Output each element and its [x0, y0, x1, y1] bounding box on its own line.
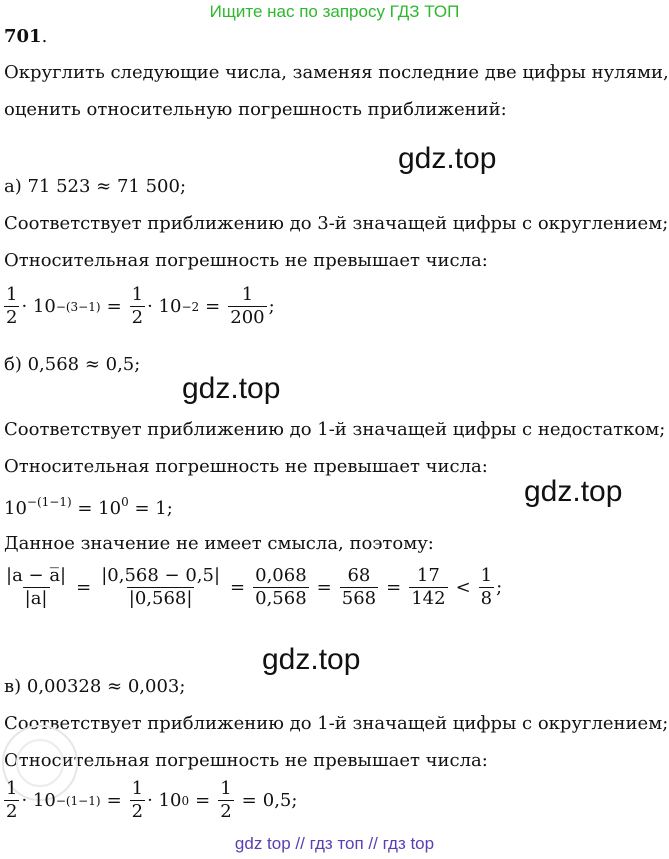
watermark-2: gdz.top: [182, 372, 281, 405]
search-banner: Ищите нас по запросу ГДЗ ТОП: [209, 2, 460, 21]
part-c-line1: Соответствует приближению до 1-й значащей цифры с округлением;: [4, 713, 669, 734]
fraction: $\frac{1}{200}$: [230, 284, 265, 328]
part-b-calc: $10^{-(1-1)} = 10^0 = 1$;: [4, 495, 173, 519]
part-c-line2: Относительная погрешность не превышает числа:: [4, 750, 488, 771]
watermark-1: gdz.top: [398, 142, 497, 175]
intro-line-2: оценить относительную погрешность приближений:: [4, 99, 507, 120]
fraction: $\frac{68}{568}$: [341, 565, 377, 609]
fraction: $\frac{17}{142}$: [411, 565, 446, 609]
problem-number-dot: .: [41, 26, 48, 47]
part-a-line2: Относительная погрешность не превышает числа:: [4, 250, 488, 271]
fraction: $\frac{|a - a̅|}{|a|}$: [6, 565, 67, 609]
part-c-head: в) 0,00328 ≈ 0,003;: [4, 676, 186, 697]
part-b-line3: Данное значение не имеет смысла, поэтому:: [4, 533, 434, 554]
problem-number: [4, 26, 47, 47]
fraction: $\frac{0,068}{0,568}$: [255, 565, 307, 609]
part-c-formula: $\frac{1}{2}$ · 10 −(1−1) = $\frac{1}{2}$ · 10 0 = $\frac{1}{2}$ = 0,5;: [6, 778, 298, 822]
fraction: $\frac{1}{2}$: [220, 778, 232, 822]
watermark-4: gdz.top: [262, 643, 361, 676]
footer-links[interactable]: gdz top // гдз топ // гдз top: [234, 834, 435, 853]
fraction: $\frac{1}{2}$: [6, 778, 18, 822]
fraction: $\frac{|0,568 - 0,5|}{|0,568|}$: [101, 565, 221, 609]
fraction: $\frac{1}{8}$: [480, 565, 493, 609]
part-b-formula: $\frac{|a - a̅|}{|a|}$ = $\frac{|0,568 - 0,5|}{|0,568|}$ = $\frac{0,068}{0,568}$ = $\frac{68}{568}$ = $\frac{17}{142}$ < $\frac{1}{8}$ ;: [6, 565, 503, 609]
part-a-line1: Соответствует приближению до 3-й значащей цифры с округлением;: [4, 213, 669, 234]
part-a-formula: $\frac{1}{2}$ · 10 −(3−1) = $\frac{1}{2}$ · 10 −2 = $\frac{1}{200}$ ;: [6, 284, 275, 328]
part-b-head: б) 0,568 ≈ 0,5;: [4, 354, 141, 375]
fraction: $\frac{1}{2}$: [131, 284, 144, 328]
problem-number-value: 701: [4, 26, 42, 47]
part-a-head: а) 71 523 ≈ 71 500;: [4, 176, 187, 197]
fraction: $\frac{1}{2}$: [6, 284, 18, 328]
part-b-line2: Относительная погрешность не превышает числа:: [4, 456, 488, 477]
watermark-3: gdz.top: [524, 475, 623, 508]
part-b-line1: Соответствует приближению до 1-й значащей цифры с недостатком;: [4, 419, 666, 440]
fraction: $\frac{1}{2}$: [131, 778, 144, 822]
intro-line-1: Округлить следующие числа, заменяя последние две цифры нулями,: [4, 62, 669, 83]
